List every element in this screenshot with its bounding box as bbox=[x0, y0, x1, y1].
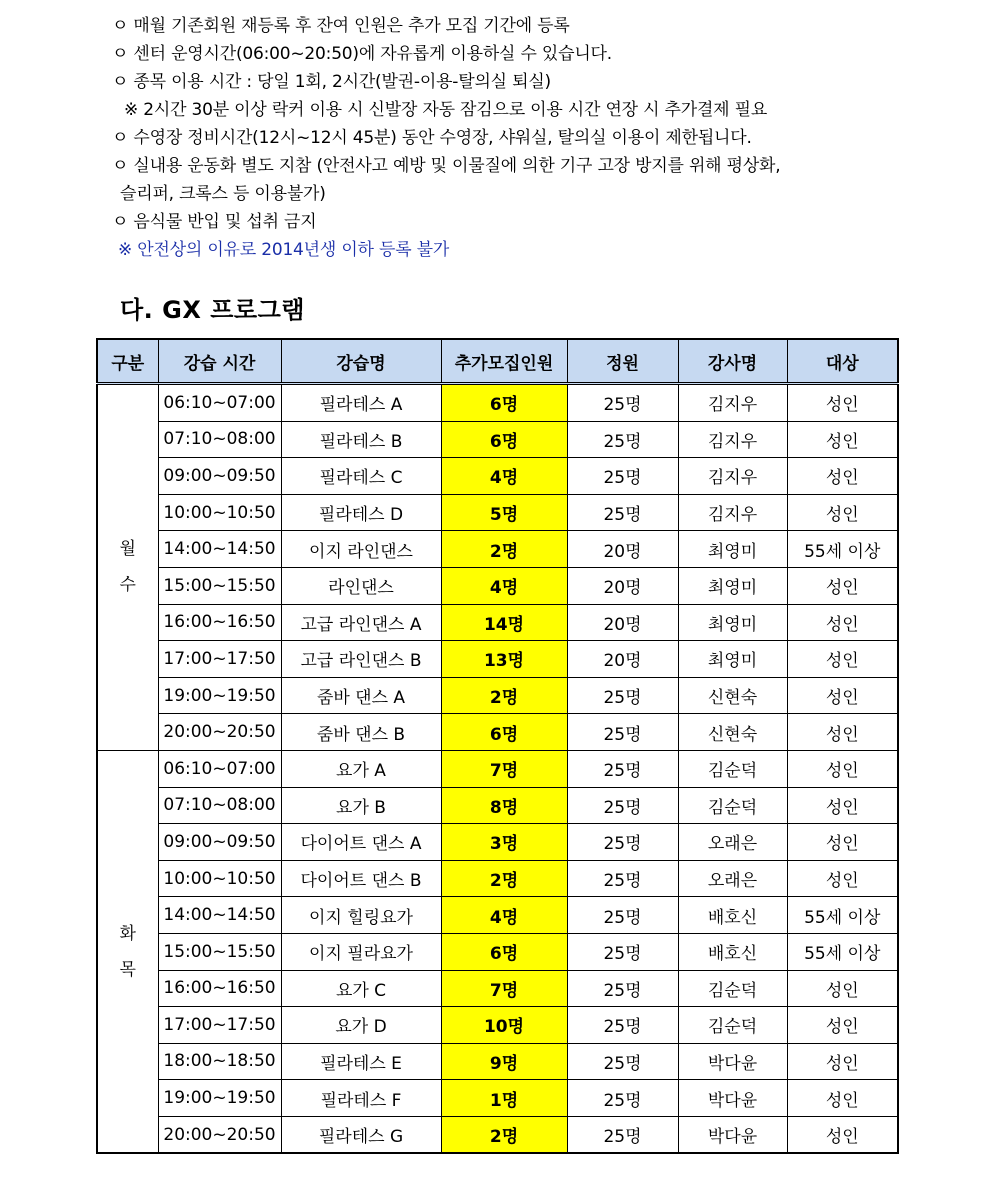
header-time: 강습 시간 bbox=[158, 339, 281, 384]
table-row bbox=[97, 1080, 898, 1117]
table-row bbox=[97, 494, 898, 531]
extra-recruit-count: 14명 bbox=[441, 604, 567, 641]
class-name: 줌바 댄스 A bbox=[281, 677, 441, 714]
class-name: 필라테스 E bbox=[281, 1043, 441, 1080]
table-row bbox=[97, 970, 898, 1007]
table-row bbox=[97, 1116, 898, 1153]
extra-recruit-count: 2명 bbox=[441, 1116, 567, 1153]
table-row bbox=[97, 421, 898, 458]
class-name: 요가 D bbox=[281, 1007, 441, 1044]
instructor-name: 신현숙 bbox=[678, 677, 787, 714]
target-group: 성인 bbox=[787, 677, 898, 714]
target-group: 55세 이상 bbox=[787, 933, 898, 970]
target-group: 성인 bbox=[787, 1080, 898, 1117]
table-row bbox=[97, 604, 898, 641]
day-group-label bbox=[97, 750, 158, 1153]
target-group: 성인 bbox=[787, 1116, 898, 1153]
instructor-name: 김지우 bbox=[678, 384, 787, 422]
extra-recruit-count: 6명 bbox=[441, 714, 567, 751]
table-row bbox=[97, 750, 898, 787]
extra-recruit-count: 6명 bbox=[441, 384, 567, 422]
class-time: 19:00~19:50 bbox=[158, 677, 281, 714]
section-title: 다. GX 프로그램 bbox=[120, 296, 305, 324]
table-body bbox=[97, 384, 898, 1154]
note-item: ㅇ 음식물 반입 및 섭취 금지 bbox=[112, 212, 317, 232]
instructor-name: 김지우 bbox=[678, 421, 787, 458]
class-time: 10:00~10:50 bbox=[158, 494, 281, 531]
target-group: 성인 bbox=[787, 714, 898, 751]
header-category: 구분 bbox=[97, 339, 158, 384]
instructor-name: 최영미 bbox=[678, 567, 787, 604]
day-label: 화 bbox=[119, 923, 136, 944]
day-label: 수 bbox=[119, 575, 136, 596]
age-restriction-notice: ※ 안전상의 이유로 2014년생 이하 등록 불가 bbox=[118, 240, 450, 260]
class-name: 다이어트 댄스 A bbox=[281, 824, 441, 861]
extra-recruit-count: 7명 bbox=[441, 750, 567, 787]
class-name: 이지 필라요가 bbox=[281, 933, 441, 970]
class-name: 라인댄스 bbox=[281, 567, 441, 604]
table-row bbox=[97, 1007, 898, 1044]
class-name: 필라테스 C bbox=[281, 458, 441, 495]
instructor-name: 박다윤 bbox=[678, 1080, 787, 1117]
class-time: 07:10~08:00 bbox=[158, 421, 281, 458]
note-item: ※ 2시간 30분 이상 락커 이용 시 신발장 자동 잠김으로 이용 시간 연장 시 추가결제 필요 bbox=[124, 100, 768, 120]
day-label: 월 bbox=[119, 539, 136, 560]
table-row bbox=[97, 897, 898, 934]
table-row bbox=[97, 677, 898, 714]
class-time: 16:00~16:50 bbox=[158, 970, 281, 1007]
class-name: 고급 라인댄스 A bbox=[281, 604, 441, 641]
extra-recruit-count: 2명 bbox=[441, 677, 567, 714]
header-capacity: 정원 bbox=[567, 339, 678, 384]
capacity: 25명 bbox=[567, 787, 678, 824]
target-group: 성인 bbox=[787, 970, 898, 1007]
class-name: 요가 B bbox=[281, 787, 441, 824]
class-time: 20:00~20:50 bbox=[158, 714, 281, 751]
note-item-continued: 슬리퍼, 크록스 등 이용불가) bbox=[120, 184, 326, 204]
capacity: 25명 bbox=[567, 933, 678, 970]
note-item: ㅇ 매월 기존회원 재등록 후 잔여 인원은 추가 모집 기간에 등록 bbox=[112, 16, 570, 36]
target-group: 성인 bbox=[787, 860, 898, 897]
instructor-name: 최영미 bbox=[678, 531, 787, 568]
class-time: 17:00~17:50 bbox=[158, 641, 281, 678]
class-time: 19:00~19:50 bbox=[158, 1080, 281, 1117]
capacity: 25명 bbox=[567, 970, 678, 1007]
header-instructor: 강사명 bbox=[678, 339, 787, 384]
class-name: 요가 C bbox=[281, 970, 441, 1007]
class-name: 필라테스 A bbox=[281, 384, 441, 422]
extra-recruit-count: 7명 bbox=[441, 970, 567, 1007]
capacity: 25명 bbox=[567, 897, 678, 934]
capacity: 25명 bbox=[567, 714, 678, 751]
class-name: 다이어트 댄스 B bbox=[281, 860, 441, 897]
instructor-name: 김순덕 bbox=[678, 787, 787, 824]
header-extra-recruit: 추가모집인원 bbox=[441, 339, 567, 384]
instructor-name: 배호신 bbox=[678, 897, 787, 934]
target-group: 55세 이상 bbox=[787, 897, 898, 934]
capacity: 20명 bbox=[567, 604, 678, 641]
note-item: ㅇ 종목 이용 시간 : 당일 1회, 2시간(발권-이용-탈의실 퇴실) bbox=[112, 72, 551, 92]
extra-recruit-count: 4명 bbox=[441, 458, 567, 495]
instructor-name: 최영미 bbox=[678, 604, 787, 641]
capacity: 20명 bbox=[567, 567, 678, 604]
instructor-name: 김지우 bbox=[678, 458, 787, 495]
instructor-name: 김순덕 bbox=[678, 750, 787, 787]
table-row bbox=[97, 641, 898, 678]
capacity: 25명 bbox=[567, 1080, 678, 1117]
capacity: 25명 bbox=[567, 421, 678, 458]
target-group: 성인 bbox=[787, 458, 898, 495]
extra-recruit-count: 9명 bbox=[441, 1043, 567, 1080]
table-row bbox=[97, 860, 898, 897]
target-group: 55세 이상 bbox=[787, 531, 898, 568]
instructor-name: 박다윤 bbox=[678, 1116, 787, 1153]
capacity: 25명 bbox=[567, 1116, 678, 1153]
target-group: 성인 bbox=[787, 567, 898, 604]
capacity: 25명 bbox=[567, 677, 678, 714]
class-time: 16:00~16:50 bbox=[158, 604, 281, 641]
capacity: 20명 bbox=[567, 531, 678, 568]
gx-program-table bbox=[96, 338, 899, 1154]
target-group: 성인 bbox=[787, 1007, 898, 1044]
class-name: 이지 힐링요가 bbox=[281, 897, 441, 934]
day-group-label bbox=[97, 384, 158, 751]
class-time: 15:00~15:50 bbox=[158, 567, 281, 604]
capacity: 25명 bbox=[567, 384, 678, 422]
class-time: 15:00~15:50 bbox=[158, 933, 281, 970]
table-row bbox=[97, 384, 898, 422]
table-row bbox=[97, 1043, 898, 1080]
target-group: 성인 bbox=[787, 641, 898, 678]
extra-recruit-count: 4명 bbox=[441, 567, 567, 604]
capacity: 25명 bbox=[567, 494, 678, 531]
extra-recruit-count: 2명 bbox=[441, 860, 567, 897]
extra-recruit-count: 4명 bbox=[441, 897, 567, 934]
class-name: 필라테스 D bbox=[281, 494, 441, 531]
class-time: 07:10~08:00 bbox=[158, 787, 281, 824]
class-time: 14:00~14:50 bbox=[158, 897, 281, 934]
extra-recruit-count: 6명 bbox=[441, 421, 567, 458]
class-time: 17:00~17:50 bbox=[158, 1007, 281, 1044]
extra-recruit-count: 6명 bbox=[441, 933, 567, 970]
class-time: 06:10~07:00 bbox=[158, 750, 281, 787]
capacity: 25명 bbox=[567, 458, 678, 495]
table-row bbox=[97, 458, 898, 495]
table-header-row bbox=[97, 339, 898, 384]
header-class-name: 강습명 bbox=[281, 339, 441, 384]
instructor-name: 오래은 bbox=[678, 860, 787, 897]
class-time: 09:00~09:50 bbox=[158, 824, 281, 861]
instructor-name: 박다윤 bbox=[678, 1043, 787, 1080]
extra-recruit-count: 8명 bbox=[441, 787, 567, 824]
extra-recruit-count: 13명 bbox=[441, 641, 567, 678]
note-item: ㅇ 수영장 정비시간(12시~12시 45분) 동안 수영장, 샤워실, 탈의실 이용이 제한됩니다. bbox=[112, 128, 752, 148]
note-item: ㅇ 센터 운영시간(06:00~20:50)에 자유롭게 이용하실 수 있습니다. bbox=[112, 44, 612, 64]
extra-recruit-count: 1명 bbox=[441, 1080, 567, 1117]
capacity: 25명 bbox=[567, 860, 678, 897]
table-row bbox=[97, 567, 898, 604]
capacity: 20명 bbox=[567, 641, 678, 678]
target-group: 성인 bbox=[787, 1043, 898, 1080]
class-time: 14:00~14:50 bbox=[158, 531, 281, 568]
table-row bbox=[97, 531, 898, 568]
note-item: ㅇ 실내용 운동화 별도 지참 (안전사고 예방 및 이물질에 의한 기구 고장 방지를 위해 평상화, bbox=[112, 156, 781, 176]
target-group: 성인 bbox=[787, 604, 898, 641]
extra-recruit-count: 5명 bbox=[441, 494, 567, 531]
instructor-name: 김순덕 bbox=[678, 1007, 787, 1044]
class-name: 필라테스 B bbox=[281, 421, 441, 458]
extra-recruit-count: 2명 bbox=[441, 531, 567, 568]
target-group: 성인 bbox=[787, 421, 898, 458]
class-name: 이지 라인댄스 bbox=[281, 531, 441, 568]
capacity: 25명 bbox=[567, 824, 678, 861]
instructor-name: 오래은 bbox=[678, 824, 787, 861]
class-time: 18:00~18:50 bbox=[158, 1043, 281, 1080]
instructor-name: 신현숙 bbox=[678, 714, 787, 751]
class-time: 06:10~07:00 bbox=[158, 384, 281, 422]
day-label: 목 bbox=[119, 959, 136, 980]
class-name: 줌바 댄스 B bbox=[281, 714, 441, 751]
instructor-name: 김지우 bbox=[678, 494, 787, 531]
instructor-name: 최영미 bbox=[678, 641, 787, 678]
target-group: 성인 bbox=[787, 787, 898, 824]
class-time: 09:00~09:50 bbox=[158, 458, 281, 495]
instructor-name: 김순덕 bbox=[678, 970, 787, 1007]
header-target: 대상 bbox=[787, 339, 898, 384]
class-time: 10:00~10:50 bbox=[158, 860, 281, 897]
instructor-name: 배호신 bbox=[678, 933, 787, 970]
table-row bbox=[97, 824, 898, 861]
notes-list bbox=[112, 12, 972, 264]
class-name: 요가 A bbox=[281, 750, 441, 787]
class-name: 필라테스 G bbox=[281, 1116, 441, 1153]
capacity: 25명 bbox=[567, 750, 678, 787]
target-group: 성인 bbox=[787, 824, 898, 861]
capacity: 25명 bbox=[567, 1007, 678, 1044]
class-name: 고급 라인댄스 B bbox=[281, 641, 441, 678]
extra-recruit-count: 10명 bbox=[441, 1007, 567, 1044]
class-time: 20:00~20:50 bbox=[158, 1116, 281, 1153]
class-name: 필라테스 F bbox=[281, 1080, 441, 1117]
extra-recruit-count: 3명 bbox=[441, 824, 567, 861]
target-group: 성인 bbox=[787, 384, 898, 422]
target-group: 성인 bbox=[787, 494, 898, 531]
target-group: 성인 bbox=[787, 750, 898, 787]
capacity: 25명 bbox=[567, 1043, 678, 1080]
table-row bbox=[97, 933, 898, 970]
table-row bbox=[97, 714, 898, 751]
table-row bbox=[97, 787, 898, 824]
